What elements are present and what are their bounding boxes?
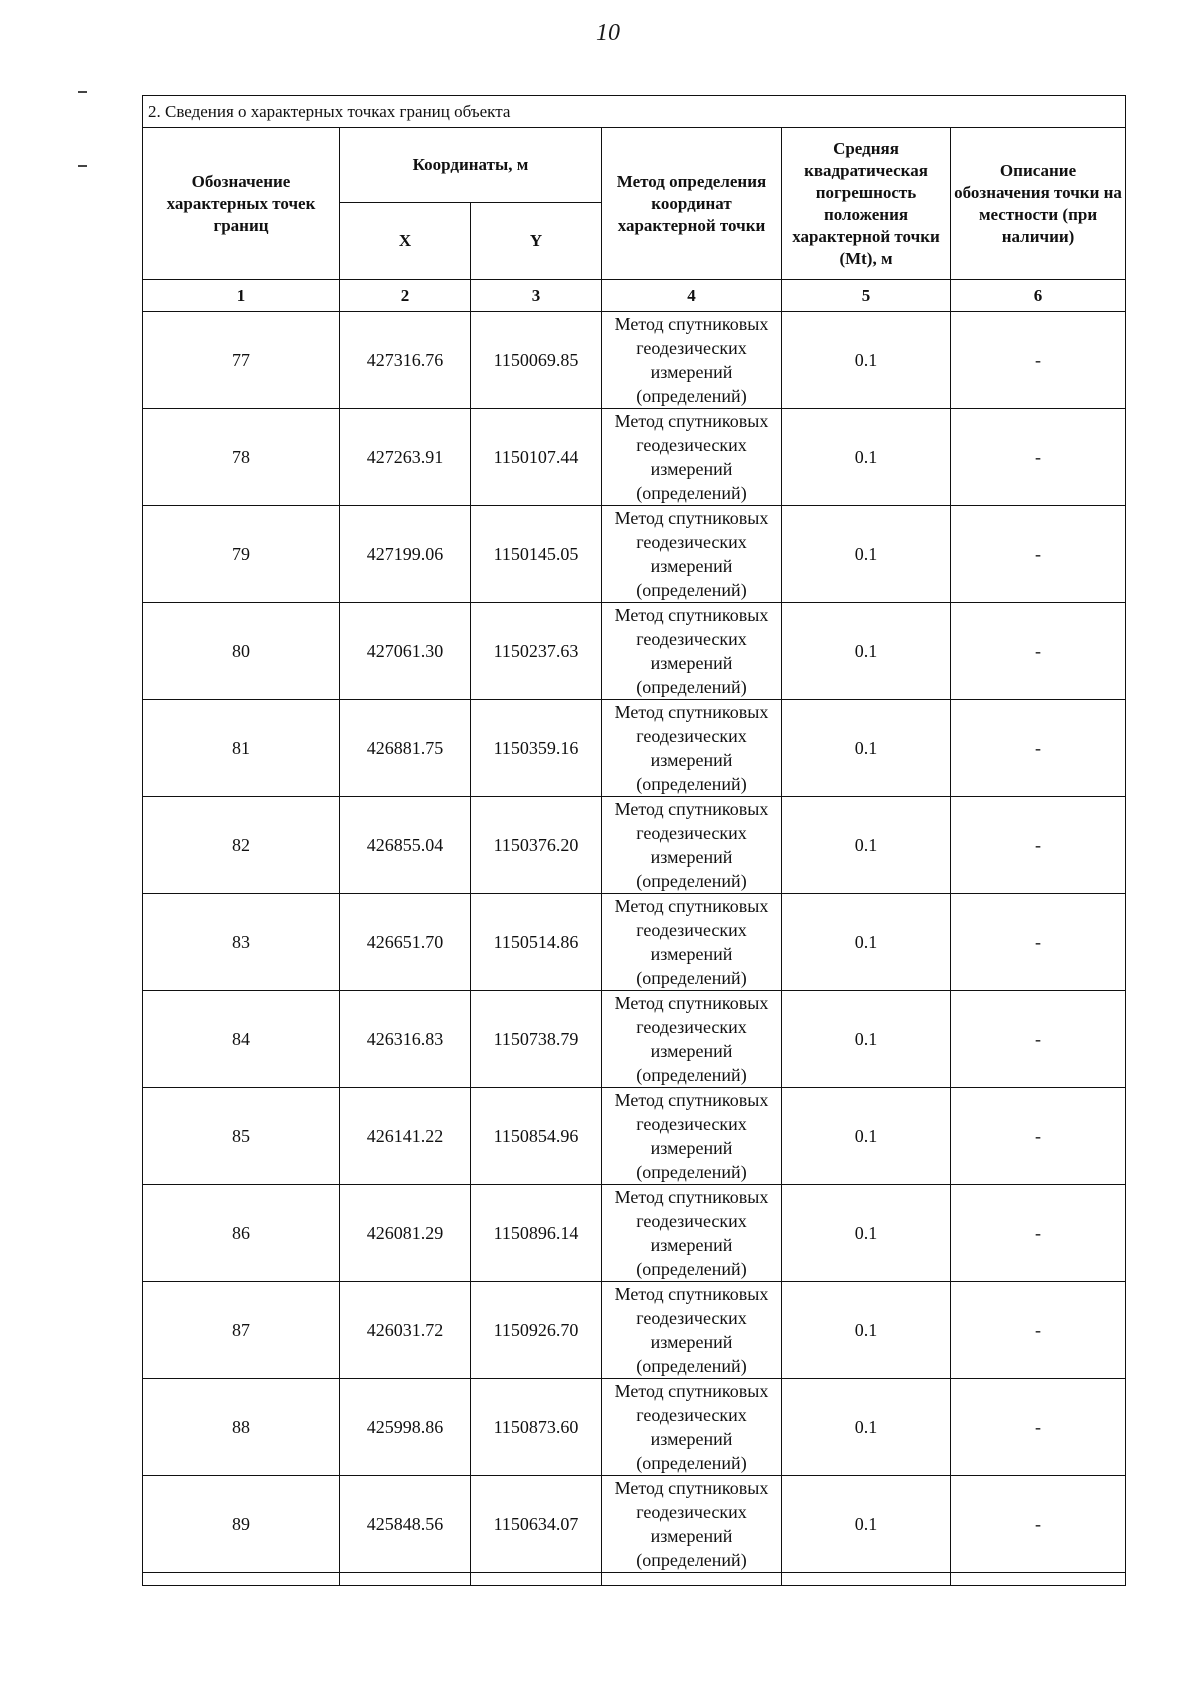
coord-y-cell: 1150069.85 — [471, 312, 602, 409]
header-description: Описание обозначения точки на местности (при наличии) — [951, 128, 1126, 280]
table-row — [143, 409, 1126, 506]
table-row — [143, 991, 1126, 1088]
description-cell: - — [951, 1476, 1126, 1573]
coord-x-cell: 427061.30 — [340, 603, 471, 700]
method-cell: Метод спутниковых геодезических измерений (определений) — [602, 894, 782, 991]
point-id-cell: 89 — [143, 1476, 340, 1573]
coord-x-cell: 427316.76 — [340, 312, 471, 409]
column-number: 3 — [471, 280, 602, 312]
coord-y-cell: 1150145.05 — [471, 506, 602, 603]
point-id-cell: 88 — [143, 1379, 340, 1476]
point-id-cell: 81 — [143, 700, 340, 797]
description-cell: - — [951, 1088, 1126, 1185]
table-row — [143, 1379, 1126, 1476]
coord-y-cell: 1150854.96 — [471, 1088, 602, 1185]
point-id-cell: 87 — [143, 1282, 340, 1379]
method-cell: Метод спутниковых геодезических измерений (определений) — [602, 506, 782, 603]
description-cell: - — [951, 894, 1126, 991]
coord-x-cell: 427263.91 — [340, 409, 471, 506]
coord-y-cell: 1150738.79 — [471, 991, 602, 1088]
error-cell: 0.1 — [782, 1476, 951, 1573]
header-designation: Обозначение характерных точек границ — [143, 128, 340, 280]
description-cell: - — [951, 797, 1126, 894]
boundary-points-table — [142, 95, 1126, 1586]
margin-mark — [78, 165, 87, 167]
description-cell: - — [951, 700, 1126, 797]
table-row — [143, 1282, 1126, 1379]
error-cell: 0.1 — [782, 991, 951, 1088]
coord-y-cell: 1150359.16 — [471, 700, 602, 797]
table-row — [143, 700, 1126, 797]
point-id-cell: 82 — [143, 797, 340, 894]
method-cell: Метод спутниковых геодезических измерений (определений) — [602, 991, 782, 1088]
table-footer-row — [143, 1573, 1126, 1586]
column-number: 2 — [340, 280, 471, 312]
coord-x-cell: 426081.29 — [340, 1185, 471, 1282]
description-cell: - — [951, 1379, 1126, 1476]
column-number: 6 — [951, 280, 1126, 312]
section-title: 2. Сведения о характерных точках границ объекта — [143, 96, 1126, 128]
coord-y-cell: 1150634.07 — [471, 1476, 602, 1573]
method-cell: Метод спутниковых геодезических измерений (определений) — [602, 1282, 782, 1379]
page-number: 10 — [596, 20, 620, 46]
column-number-row — [143, 280, 1126, 312]
description-cell: - — [951, 506, 1126, 603]
header-coordinates: Координаты, м — [340, 128, 602, 203]
coord-y-cell: 1150514.86 — [471, 894, 602, 991]
coord-x-cell: 426141.22 — [340, 1088, 471, 1185]
coord-y-cell: 1150376.20 — [471, 797, 602, 894]
coord-x-cell: 427199.06 — [340, 506, 471, 603]
error-cell: 0.1 — [782, 894, 951, 991]
error-cell: 0.1 — [782, 700, 951, 797]
method-cell: Метод спутниковых геодезических измерений (определений) — [602, 409, 782, 506]
point-id-cell: 77 — [143, 312, 340, 409]
table-row — [143, 894, 1126, 991]
table-row — [143, 603, 1126, 700]
method-cell: Метод спутниковых геодезических измерений (определений) — [602, 797, 782, 894]
table-row — [143, 1185, 1126, 1282]
coord-x-cell: 426651.70 — [340, 894, 471, 991]
header-error: Средняя квадратическая погрешность положения характерной точки (Mt), м — [782, 128, 951, 280]
method-cell: Метод спутниковых геодезических измерений (определений) — [602, 603, 782, 700]
point-id-cell: 86 — [143, 1185, 340, 1282]
coord-y-cell: 1150926.70 — [471, 1282, 602, 1379]
error-cell: 0.1 — [782, 409, 951, 506]
coord-y-cell: 1150896.14 — [471, 1185, 602, 1282]
error-cell: 0.1 — [782, 797, 951, 894]
error-cell: 0.1 — [782, 1282, 951, 1379]
table-row — [143, 506, 1126, 603]
description-cell: - — [951, 991, 1126, 1088]
method-cell: Метод спутниковых геодезических измерений (определений) — [602, 1476, 782, 1573]
column-number: 4 — [602, 280, 782, 312]
coord-x-cell: 425848.56 — [340, 1476, 471, 1573]
point-id-cell: 78 — [143, 409, 340, 506]
method-cell: Метод спутниковых геодезических измерений (определений) — [602, 312, 782, 409]
error-cell: 0.1 — [782, 1185, 951, 1282]
header-y: Y — [471, 203, 602, 280]
point-id-cell: 84 — [143, 991, 340, 1088]
column-number: 5 — [782, 280, 951, 312]
error-cell: 0.1 — [782, 1379, 951, 1476]
error-cell: 0.1 — [782, 506, 951, 603]
description-cell: - — [951, 312, 1126, 409]
coord-y-cell: 1150873.60 — [471, 1379, 602, 1476]
table-row — [143, 797, 1126, 894]
coord-x-cell: 426316.83 — [340, 991, 471, 1088]
coord-x-cell: 426855.04 — [340, 797, 471, 894]
description-cell: - — [951, 603, 1126, 700]
table-row — [143, 312, 1126, 409]
point-id-cell: 83 — [143, 894, 340, 991]
description-cell: - — [951, 1185, 1126, 1282]
point-id-cell: 79 — [143, 506, 340, 603]
error-cell: 0.1 — [782, 603, 951, 700]
coord-y-cell: 1150237.63 — [471, 603, 602, 700]
method-cell: Метод спутниковых геодезических измерений (определений) — [602, 1088, 782, 1185]
point-id-cell: 80 — [143, 603, 340, 700]
column-number: 1 — [143, 280, 340, 312]
header-x: X — [340, 203, 471, 280]
point-id-cell: 85 — [143, 1088, 340, 1185]
coord-x-cell: 425998.86 — [340, 1379, 471, 1476]
coord-x-cell: 426031.72 — [340, 1282, 471, 1379]
coord-y-cell: 1150107.44 — [471, 409, 602, 506]
description-cell: - — [951, 409, 1126, 506]
method-cell: Метод спутниковых геодезических измерений (определений) — [602, 1185, 782, 1282]
header-method: Метод определения координат характерной точки — [602, 128, 782, 280]
table-row — [143, 1476, 1126, 1573]
table-row — [143, 1088, 1126, 1185]
error-cell: 0.1 — [782, 1088, 951, 1185]
error-cell: 0.1 — [782, 312, 951, 409]
method-cell: Метод спутниковых геодезических измерений (определений) — [602, 700, 782, 797]
margin-mark — [78, 91, 87, 93]
description-cell: - — [951, 1282, 1126, 1379]
coord-x-cell: 426881.75 — [340, 700, 471, 797]
method-cell: Метод спутниковых геодезических измерений (определений) — [602, 1379, 782, 1476]
